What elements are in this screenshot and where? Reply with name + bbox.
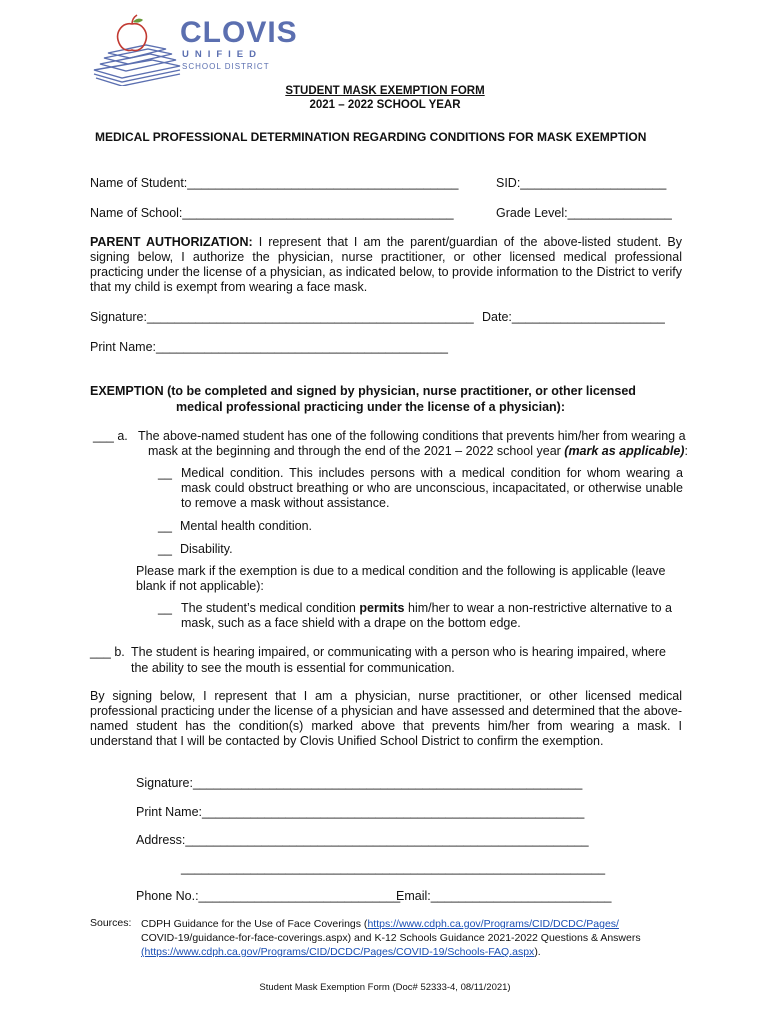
logo-district: SCHOOL DISTRICT — [182, 62, 270, 71]
option-a-text-2a: mask at the beginning and through the end of the 2021 – 2022 school year — [148, 444, 565, 458]
provider-phone-field[interactable]: Phone No.:_____________________________ — [136, 889, 401, 903]
footer-doc-id: Student Mask Exemption Form (Doc# 52333-4, 08/11/2021) — [259, 982, 511, 993]
parent-authorization-text: I represent that I am the parent/guardian of the above-listed student. By signing below, I authorize the physician, nurse practitioner, or other licensed medical professional practicing under the license of a physician, as indicated below, to provide information to the District to verify that my child is exempt from wearing a face mask. — [90, 235, 683, 294]
apple-books-icon — [92, 14, 184, 86]
alternative-checkbox[interactable]: __ — [158, 601, 172, 615]
sources-label: Sources: — [90, 917, 132, 929]
medical-checkbox[interactable]: __ — [158, 466, 172, 480]
parent-signature-field[interactable]: Signature:_______________________________________________ — [90, 310, 474, 324]
provider-email-field[interactable]: Email:__________________________ — [396, 889, 612, 903]
sources-line-1 — [141, 917, 682, 931]
logo-clovis: CLOVIS — [180, 16, 298, 49]
option-a-text-2 — [148, 444, 688, 458]
section-heading: MEDICAL PROFESSIONAL DETERMINATION REGARDING CONDITIONS FOR MASK EXEMPTION — [95, 130, 647, 144]
alternative-text-post: him/her to wear a non-restrictive alternative to a mask, such as a face shield with a drape on the bottom edge. — [181, 601, 672, 630]
cdph-face-coverings-link[interactable]: https://www.cdph.ca.gov/Programs/CID/DCDC/Pages/ — [367, 918, 619, 930]
mark-as-applicable: (mark as applicable) — [564, 444, 685, 458]
mental-health-checkbox[interactable]: __ — [158, 519, 172, 533]
alternative-text — [181, 601, 675, 631]
attestation-text: By signing below, I represent that I am a physician, nurse practitioner, or other licensed medical professional practicing under the license of a physician and have assessed and determined that the above-named student has the condition(s) marked above that prevents him/her from wearing a mask. I understand that I will be contacted by Clovis Unified School District to confirm the exemption. — [90, 689, 682, 748]
sources-line-2: COVID-19/guidance-for-face-coverings.aspx) and K-12 Schools Guidance 2021-2022 Questions & Answers — [141, 932, 641, 944]
option-b-text-1: The student is hearing impaired, or communicating with a person who is hearing impaired, where — [131, 645, 666, 659]
disability-text: Disability. — [180, 542, 233, 556]
sources-text — [141, 917, 682, 959]
option-b-checkbox[interactable]: ___ b. — [90, 645, 125, 659]
school-name-field[interactable]: Name of School:_______________________________________ — [90, 206, 454, 220]
sources-text-1: CDPH Guidance for the Use of Face Coverings ( — [141, 918, 368, 930]
provider-address-line-2[interactable]: _____________________________________________________________ — [181, 861, 606, 875]
parent-authorization-label: PARENT AUTHORIZATION: — [90, 235, 253, 249]
parent-date-field[interactable]: Date:______________________ — [482, 310, 665, 324]
please-mark-text: Please mark if the exemption is due to a medical condition and the following is applicable (leave blank if not applicable): — [136, 564, 666, 593]
disability-checkbox[interactable]: __ — [158, 542, 172, 556]
cdph-schools-faq-link[interactable]: (https://www.cdph.ca.gov/Programs/CID/DCDC/Pages/COVID-19/Schools-FAQ.aspx — [141, 946, 535, 958]
exemption-heading-1: EXEMPTION (to be completed and signed by physician, nurse practitioner, or other licensed — [90, 384, 636, 398]
sources-line-3 — [141, 945, 682, 959]
sources-text-3: ). — [534, 946, 541, 958]
student-name-field[interactable]: Name of Student:_______________________________________ — [90, 176, 459, 190]
sid-field[interactable]: SID:_____________________ — [496, 176, 667, 190]
grade-level-field[interactable]: Grade Level:_______________ — [496, 206, 672, 220]
provider-address-field[interactable]: Address:__________________________________________________________ — [136, 833, 589, 847]
provider-print-name-field[interactable]: Print Name:_______________________________________________________ — [136, 805, 585, 819]
option-b-text-2: the ability to see the mouth is essential for communication. — [131, 661, 455, 675]
form-title: STUDENT MASK EXEMPTION FORM — [285, 85, 485, 97]
option-a-text-1: The above-named student has one of the following conditions that prevents him/her from wearing a — [138, 429, 686, 443]
exemption-heading-2: medical professional practicing under the license of a physician): — [176, 400, 565, 414]
option-a-checkbox[interactable]: ___ a. — [93, 429, 128, 443]
option-a-colon: : — [684, 444, 688, 458]
school-year: 2021 – 2022 SCHOOL YEAR — [309, 99, 461, 111]
provider-signature-field[interactable]: Signature:________________________________________________________ — [136, 776, 583, 790]
district-logo — [92, 14, 298, 86]
mental-health-text: Mental health condition. — [180, 519, 313, 533]
medical-condition-text: Medical condition. This includes persons with a medical condition for whom wearing a mask could obstruct breathing or who are unconscious, incapacitated, or otherwise unable to remove a mask without assistance. — [181, 466, 683, 510]
logo-unified: UNIFIED — [182, 49, 262, 60]
parent-print-name-field[interactable]: Print Name:__________________________________________ — [90, 340, 448, 354]
parent-authorization — [90, 235, 682, 295]
alternative-text-pre: The student’s medical condition — [181, 601, 360, 615]
permits-word: permits — [359, 601, 405, 615]
